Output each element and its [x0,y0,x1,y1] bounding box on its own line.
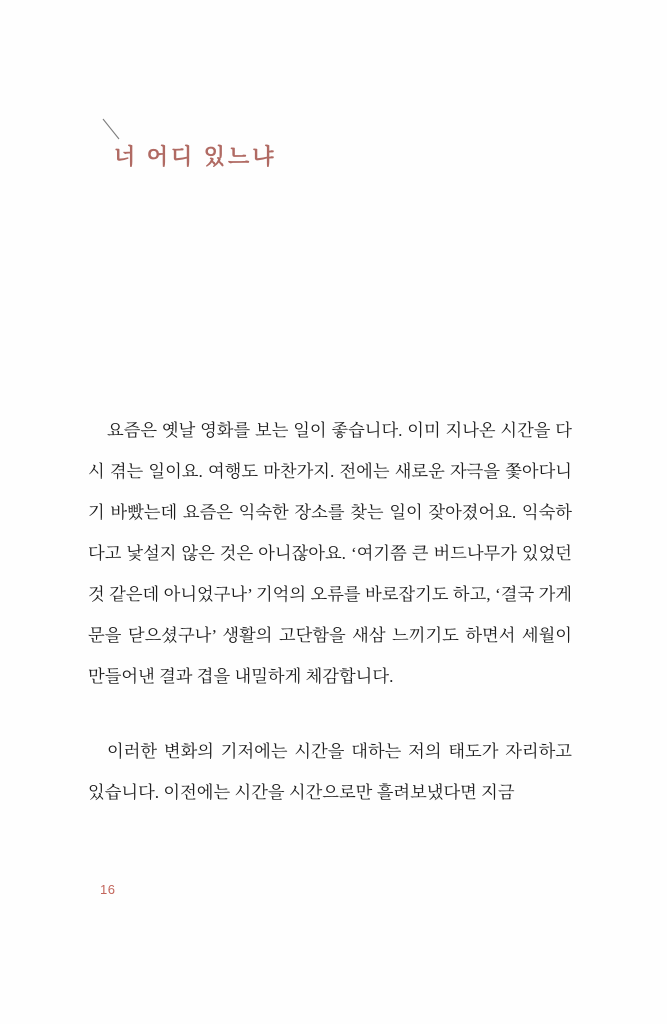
page-title: 너 어디 있느냐 [114,144,277,169]
diagonal-stroke-icon [102,118,126,142]
paragraph: 이러한 변화의 기저에는 시간을 대하는 저의 태도가 자리하고 있습니다. 이전에는 시간을 시간으로만 흘려보냈다면 지금 [88,742,572,802]
paragraph: 요즘은 옛날 영화를 보는 일이 좋습니다. 이미 지나온 시간을 다시 겪는 일이요. 여행도 마찬가지. 전에는 새로운 자극을 쫓아다니기 바빴는데 요즘은 익숙한 장소를 찾는 일이 잦아졌어요. 익숙하다고 낯설지 않은 것은 아니잖아요. ‘여기쯤 큰 버드나무가 있었던 것 같은데 아니었구나’ 기억의 오류를 바로잡기도 하고, ‘결국 가게 문을 닫으셨구나’ 생활의 고단함을 새삼 느끼기도 하면서 세월이 만들어낸 결과 겹을 내밀하게 체감합니다. [88,421,572,686]
page-number: 16 [100,882,116,897]
body-text [88,410,572,813]
